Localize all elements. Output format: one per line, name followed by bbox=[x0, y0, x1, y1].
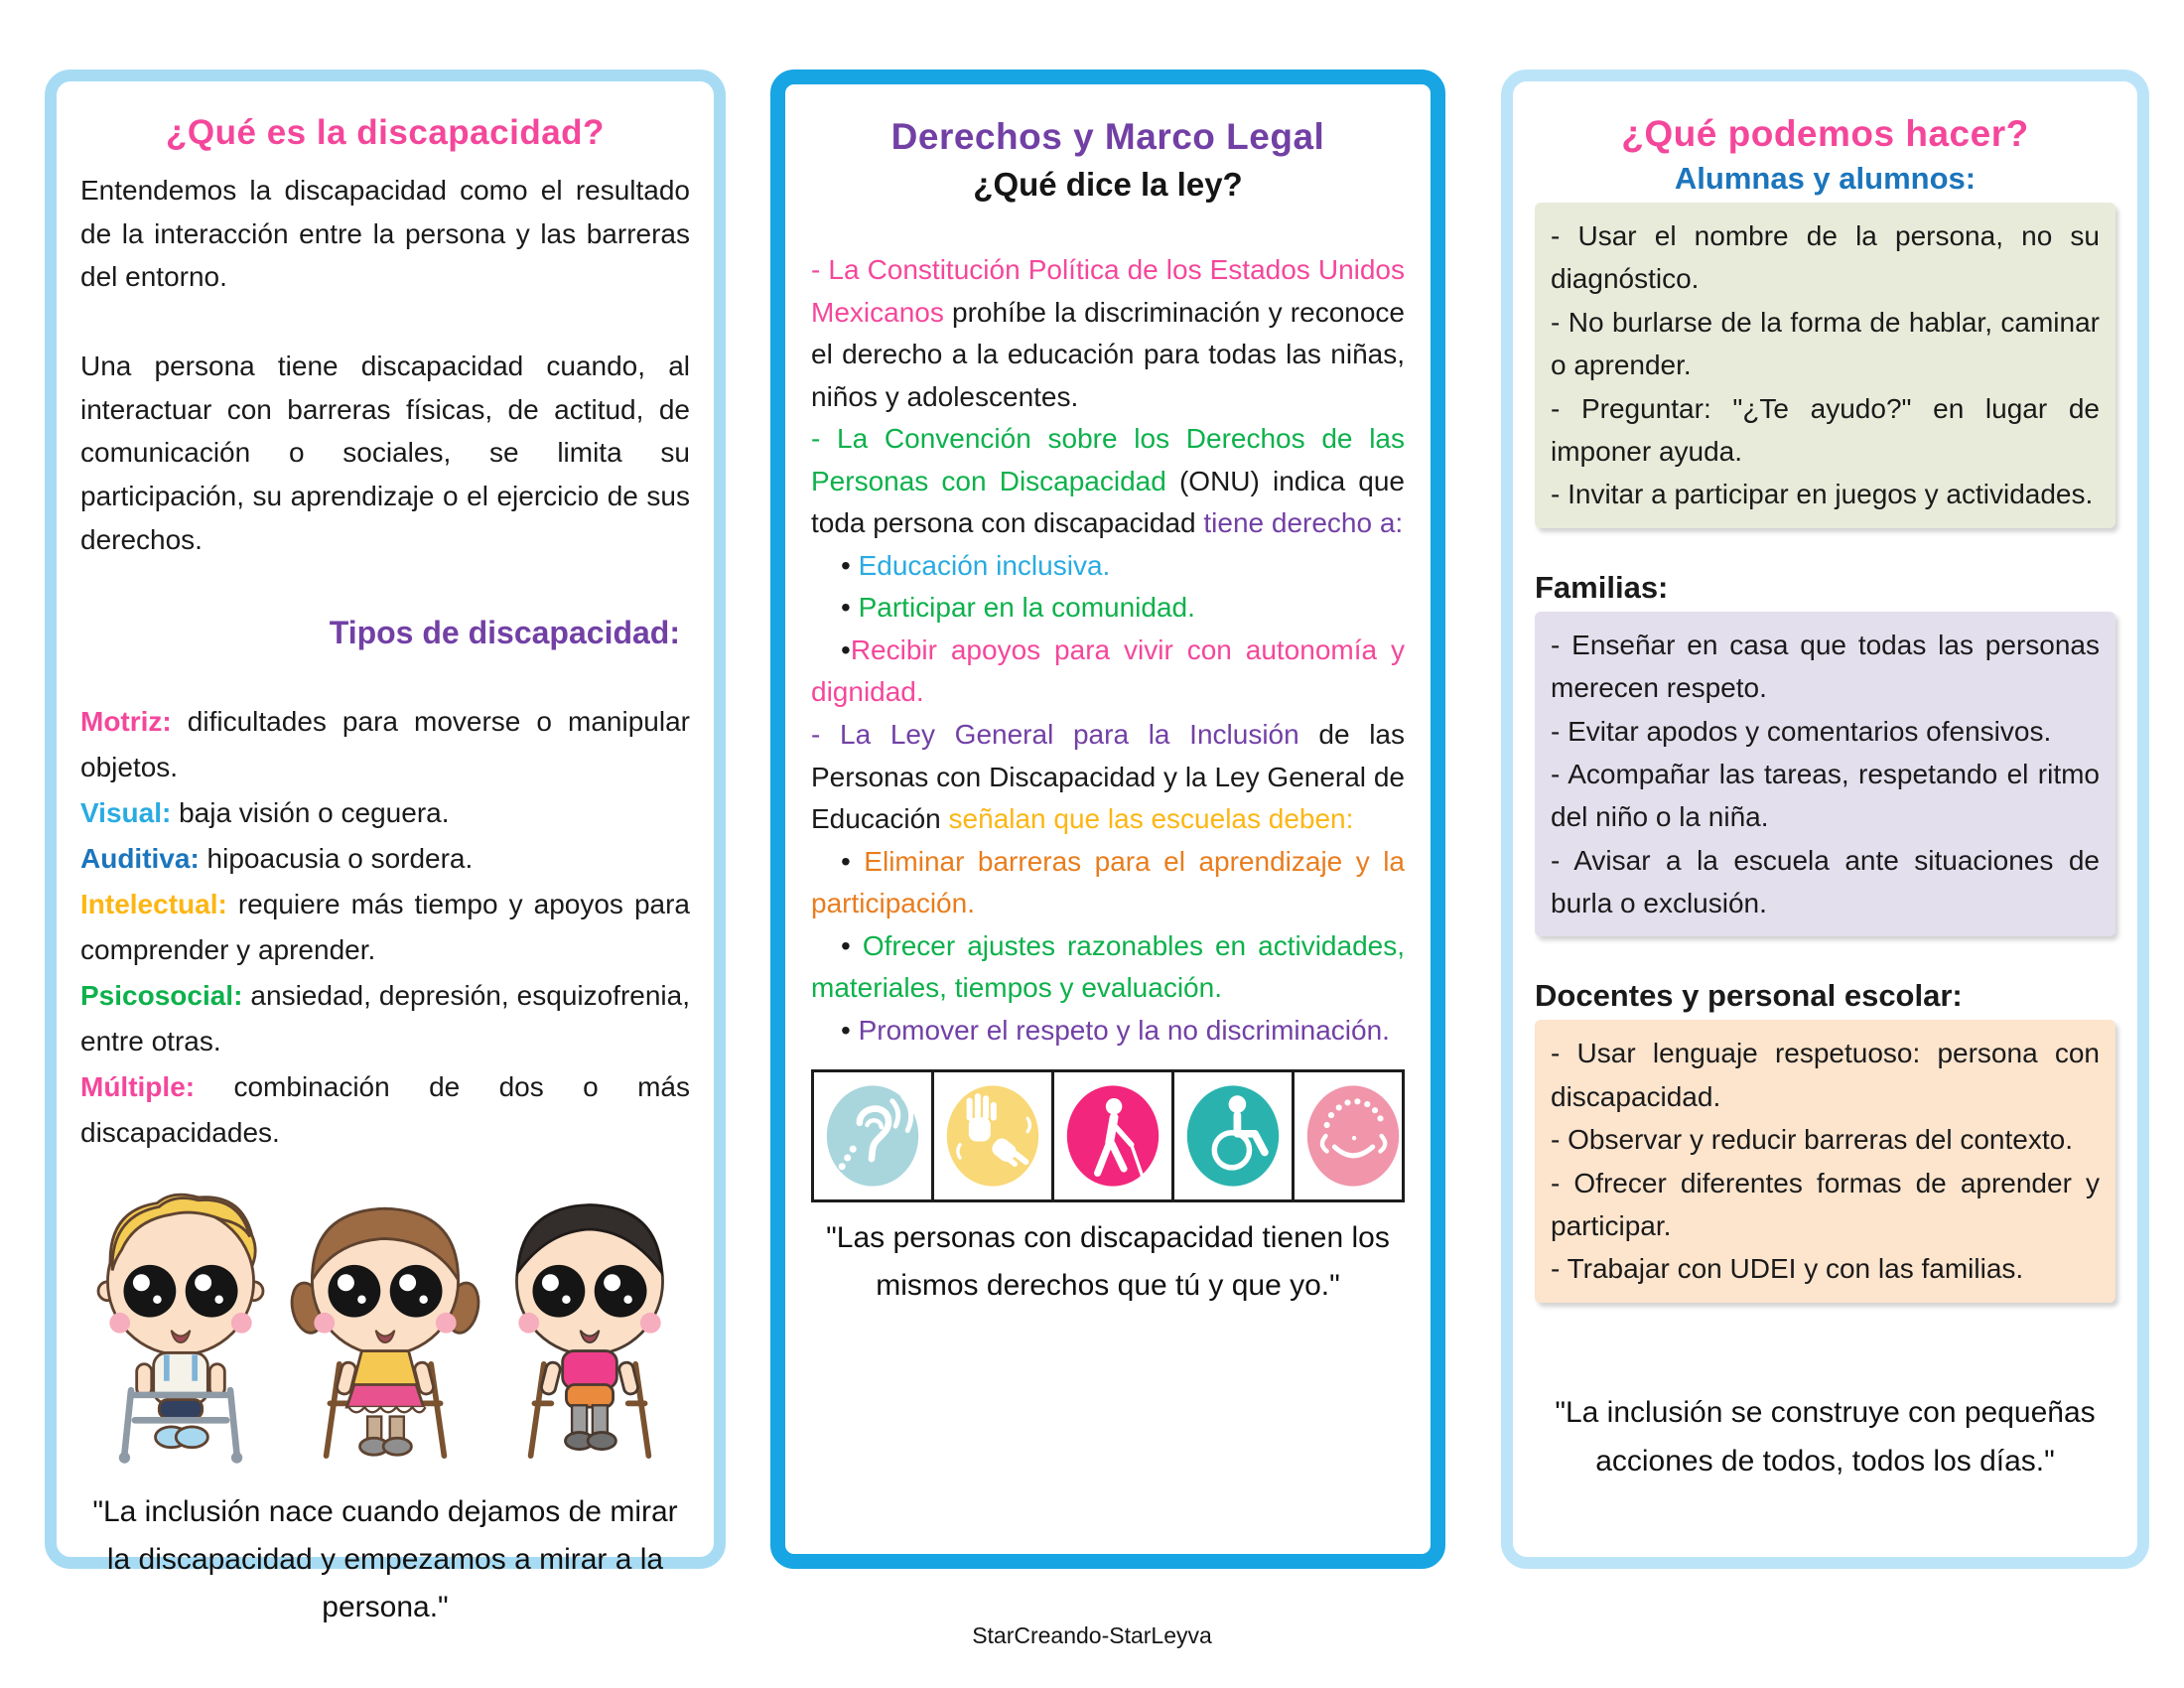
panel-rights-legal-framework bbox=[770, 70, 1445, 1569]
action-item: - Observar y reducir barreras del contexto. bbox=[1551, 1124, 2073, 1156]
action-item: - Trabajar con UDEI y con las familias. bbox=[1551, 1253, 2024, 1285]
law-bullet-item: • Ofrecer ajustes razonables en actividades, materiales, tiempos y evaluación. bbox=[811, 929, 1406, 1004]
action-section-heading: Familias: bbox=[1535, 569, 1669, 605]
middle-panel-subtitle: ¿Qué dice la ley? bbox=[973, 166, 1243, 203]
disability-type-item: Visual: baja visión o ceguera. bbox=[80, 797, 450, 829]
hearing-icon-cell bbox=[814, 1072, 934, 1199]
action-item: - Acompañar las tareas, respetando el ritmo del niño o la niña. bbox=[1551, 758, 2100, 833]
action-sections bbox=[1535, 161, 2116, 1303]
sign-language-icon bbox=[938, 1080, 1047, 1192]
action-item: - Usar el nombre de la persona, no su diagnóstico. bbox=[1551, 220, 2100, 295]
boy-with-crutches bbox=[491, 1179, 688, 1477]
law-bullet-item: • Promover el respeto y la no discriminación. bbox=[841, 1014, 1390, 1046]
disability-type-label: Psicosocial: bbox=[80, 979, 243, 1011]
credit-footer: StarCreando-StarLeyva bbox=[972, 1622, 1212, 1648]
panel-what-is-disability bbox=[45, 70, 726, 1624]
right-inclusion-quote: "La inclusión se construye con pequeñas acciones de todos, todos los días." bbox=[1555, 1395, 2096, 1478]
action-section bbox=[1535, 161, 2116, 528]
disability-type-item: Múltiple: combinación de dos o más discapacidades. bbox=[80, 1070, 690, 1148]
action-section bbox=[1535, 570, 2116, 937]
law-bullet-item: • Eliminar barreras para el aprendizaje y la participación. bbox=[811, 845, 1405, 919]
law-paragraph: - La Ley General para la Inclusión de las Personas con Discapacidad y la Ley General de Educación señalan que las escuelas deben: bbox=[811, 719, 1405, 835]
action-item: - Usar lenguaje respetuoso: persona con discapacidad. bbox=[1551, 1038, 2100, 1112]
disability-type-label: Múltiple: bbox=[80, 1070, 196, 1102]
disability-type-item: Intelectual: requiere más tiempo y apoyos para comprender y aprender. bbox=[80, 889, 690, 965]
intro-paragraph-1: Entendemos la discapacidad como el resultado de la interacción entre la persona y las barreras del entorno. bbox=[80, 175, 690, 293]
disability-type-item: Psicosocial: ansiedad, depresión, esquizofrenia, entre otras. bbox=[80, 979, 690, 1056]
smiling-face-icon bbox=[1298, 1080, 1408, 1192]
blind-person-icon-cell bbox=[1054, 1072, 1174, 1199]
action-item: - Evitar apodos y comentarios ofensivos. bbox=[1551, 715, 2052, 747]
law-bullet-item: • Educación inclusiva. bbox=[841, 549, 1111, 581]
action-item: - Avisar a la escuela ante situaciones de burla o exclusión. bbox=[1551, 844, 2100, 919]
panel-what-can-we-do bbox=[1501, 70, 2149, 1569]
law-bullet-item: • Participar en la comunidad. bbox=[841, 592, 1195, 624]
blind-person-icon bbox=[1058, 1080, 1167, 1192]
middle-panel-title: Derechos y Marco Legal bbox=[890, 116, 1325, 157]
left-inclusion-quote: "La inclusión nace cuando dejamos de mirar la discapacidad y empezamos a mirar a la persona." bbox=[92, 1495, 678, 1624]
disability-types-list bbox=[80, 699, 690, 1155]
disability-type-label: Visual: bbox=[80, 797, 172, 829]
types-heading: Tipos de discapacidad: bbox=[329, 615, 680, 651]
law-paragraph: - La Constitución Política de los Estados Unidos Mexicanos prohíbe la discriminación y reconoce el derecho a la educación para todas las niñas, niños y adolescentes. bbox=[811, 254, 1405, 412]
action-section-heading: Alumnas y alumnos: bbox=[1674, 161, 1977, 196]
action-item: - No burlarse de la forma de hablar, caminar o aprender. bbox=[1551, 306, 2100, 381]
disability-type-label: Intelectual: bbox=[80, 889, 227, 919]
action-items-box bbox=[1535, 612, 2116, 937]
wheelchair-icon bbox=[1178, 1080, 1288, 1192]
disability-type-label: Auditiva: bbox=[80, 843, 200, 875]
smiling-face-icon-cell bbox=[1295, 1072, 1412, 1199]
law-paragraph: - La Convención sobre los Derechos de las Personas con Discapacidad (ONU) indica que toda persona con discapacidad tiene derecho a: bbox=[811, 423, 1405, 539]
action-item: - Enseñar en casa que todas las personas merecen respeto. bbox=[1551, 629, 2100, 704]
disability-type-label: Motriz: bbox=[80, 706, 172, 738]
action-section bbox=[1535, 978, 2116, 1302]
intro-paragraph-2: Una persona tiene discapacidad cuando, al interactuar con barreras físicas, de actitud, de comunicación o sociales, se limita su participación, su aprendizaje o el ejercicio de sus derechos. bbox=[80, 351, 690, 555]
right-panel-title: ¿Qué podemos hacer? bbox=[1621, 113, 2029, 154]
action-items-box bbox=[1535, 1020, 2116, 1302]
children-illustrations bbox=[82, 1179, 688, 1477]
disability-type-item: Motriz: dificultades para moverse o manipular objetos. bbox=[80, 706, 690, 783]
action-item: - Invitar a participar en juegos y actividades. bbox=[1551, 479, 2094, 510]
left-panel-title: ¿Qué es la discapacidad? bbox=[166, 113, 605, 152]
disability-icons-strip bbox=[811, 1069, 1405, 1202]
action-item: - Ofrecer diferentes formas de aprender y participar. bbox=[1551, 1167, 2100, 1242]
action-item: - Preguntar: "¿Te ayudo?" en lugar de imponer ayuda. bbox=[1551, 392, 2100, 467]
middle-rights-quote: "Las personas con discapacidad tienen los mismos derechos que tú y que yo." bbox=[826, 1221, 1390, 1303]
action-items-box bbox=[1535, 203, 2116, 528]
wheelchair-icon-cell bbox=[1174, 1072, 1295, 1199]
girl-with-crutches bbox=[287, 1179, 483, 1477]
action-section-heading: Docentes y personal escolar: bbox=[1535, 978, 1963, 1014]
sign-language-icon-cell bbox=[934, 1072, 1054, 1199]
disability-type-item: Auditiva: hipoacusia o sordera. bbox=[80, 843, 474, 875]
hearing-icon bbox=[818, 1080, 927, 1192]
legal-text-blocks bbox=[811, 249, 1405, 1052]
boy-with-walker bbox=[82, 1179, 279, 1477]
law-bullet-item: •Recibir apoyos para vivir con autonomía y dignidad. bbox=[811, 633, 1405, 708]
